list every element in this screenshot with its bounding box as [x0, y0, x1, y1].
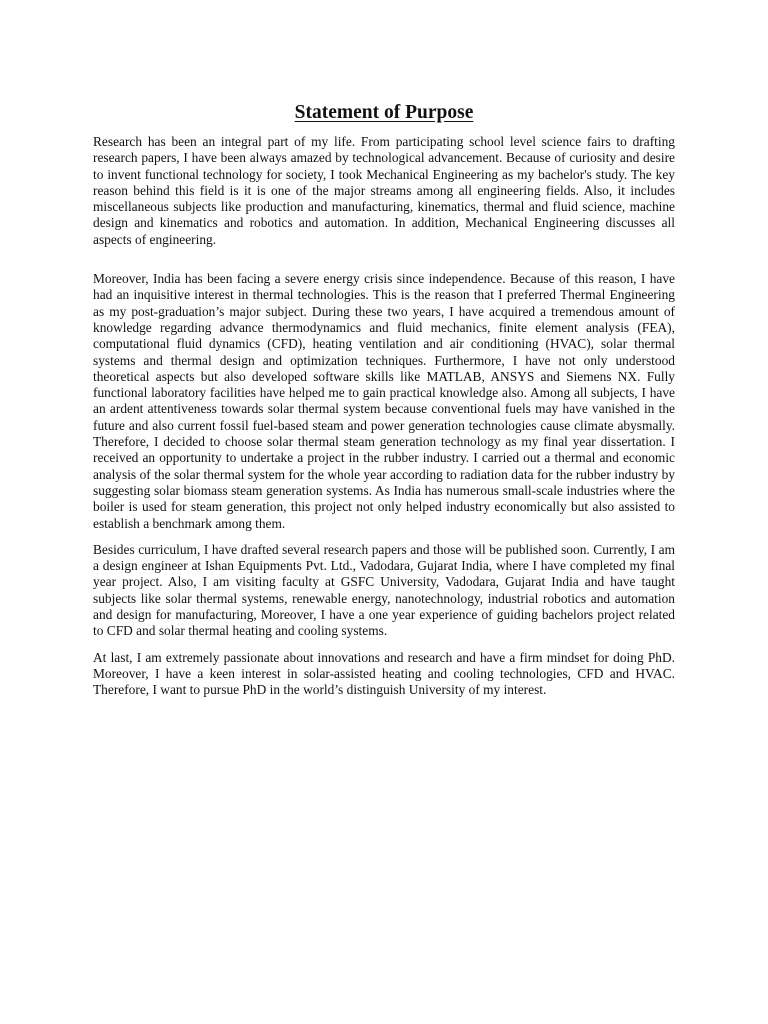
- document-body: [93, 100, 675, 699]
- document-title: Statement of Purpose: [294, 102, 474, 123]
- paragraph-professional-experience: Besides curriculum, I have drafted several research papers and those will be published soon. Currently, I am a design engineer at Ishan Equipments Pvt. Ltd., Vadodara, Gujarat India, where I have completed my final year project. Also, I am visiting faculty at GSFC University, Vadodara, Gujarat India and have taught subjects like solar thermal systems, renewable energy, nanotechnology, industrial robotics and automation and design for manufacturing, Moreover, I have a one year experience of guiding bachelors project related to CFD and solar thermal heating and cooling systems.: [93, 541, 675, 639]
- paragraph-conclusion: At last, I am extremely passionate about innovations and research and have a firm mindset for doing PhD. Moreover, I have a keen interest in solar-assisted heating and cooling technologies, CFD and HVAC. Therefore, I want to pursue PhD in the world’s distinguish University of my interest.: [93, 649, 675, 698]
- paragraph-research-background: Research has been an integral part of my life. From participating school level science fairs to drafting research papers, I have been always amazed by technological advancement. Because of curiosity and desire to invent functional technology for society, I took Mechanical Engineering as my bachelor's study. The key reason behind this field is it is one of the major streams among all engineering fields. Also, it includes miscellaneous subjects like production and manufacturing, kinematics, thermal and fluid science, machine design and kinematics and robotics and automation. In addition, Mechanical Engineering discusses all aspects of engineering.: [93, 134, 675, 247]
- paragraph-thermal-engineering: Moreover, India has been facing a severe energy crisis since independence. Because of this reason, I have had an inquisitive interest in thermal technologies. This is the reason that I preferred Thermal Engineering as my post-graduation’s major subject. During these two years, I have acquired a tremendous amount of knowledge regarding advance thermodynamics and fluid mechanics, finite element analysis (FEA), computational fluid dynamics (CFD), heating ventilation and air conditioning (HVAC), solar thermal systems and thermal design and optimization techniques. Furthermore, I have not only understood theoretical aspects but also developed software skills like MATLAB, ANSYS and Siemens NX. Fully functional laboratory facilities have helped me to gain practical knowledge also. Among all subjects, I have an ardent attentiveness towards solar thermal system because conventional fuels may have vanished in the future and also current fossil fuel-based steam and power generation technologies cause climate abysmally. Therefore, I decided to choose solar thermal steam generation technology as my final year dissertation. I received an opportunity to undertake a project in the rubber industry. I carried out a thermal and economic analysis of the solar thermal system for the whole year according to radiation data for the rubber industry by suggesting solar biomass steam generation systems. As India has numerous small-scale industries where the boiler is used for steam generation, this project not only helped industry economically but also assisted to establish a benchmark among them.: [93, 271, 675, 531]
